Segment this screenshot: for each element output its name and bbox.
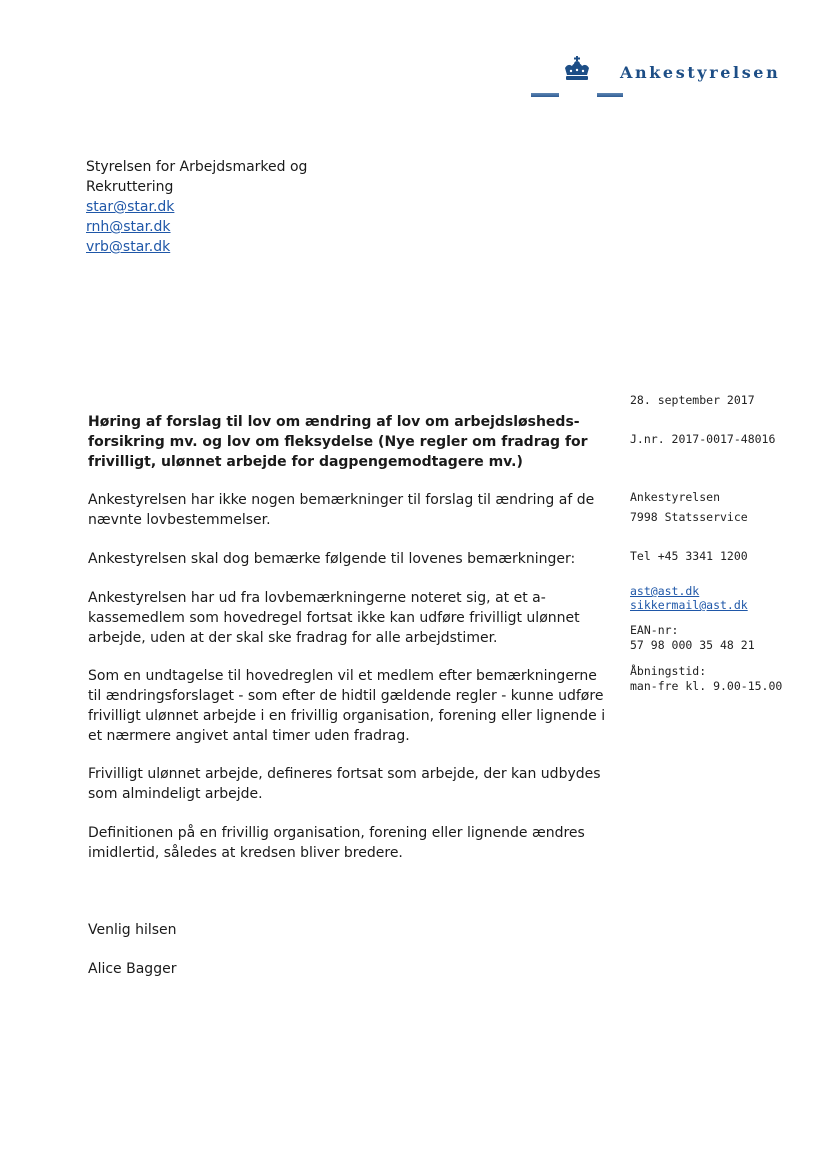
crown-icon bbox=[562, 56, 592, 82]
sender-email[interactable]: ast@ast.dk bbox=[630, 584, 700, 598]
paragraph-5: Frivilligt ulønnet arbejde, defineres fortsat som arbejde, der kan udbydes som almindeligt arbejde. bbox=[88, 766, 601, 802]
paragraph-1: Ankestyrelsen har ikke nogen bemærkninger til forslag til ændring af de nævnte lovbestemmelser. bbox=[88, 492, 595, 528]
opening-hours-label: Åbningstid: bbox=[630, 664, 707, 678]
paragraph-4: Som en undtagelse til hovedreglen vil et medlem efter bemærkningerne til ændringsforslaget - som efter de hidtil gældende regler - kunne udføre frivilligt ulønnet arbejde i en frivillig organisation, forening eller lignende i et nærmere angivet antal timer uden fradrag. bbox=[88, 668, 606, 744]
recipient-email-star[interactable]: star@star.dk bbox=[86, 199, 175, 215]
recipient-line-2: Rekruttering bbox=[86, 179, 174, 195]
ean-label: EAN-nr: bbox=[630, 623, 679, 637]
recipient-email-rnh[interactable]: rnh@star.dk bbox=[86, 219, 171, 235]
brand-bar-left bbox=[531, 93, 559, 97]
ean-value: 57 98 000 35 48 21 bbox=[630, 638, 755, 652]
sender-address: 7998 Statsservice bbox=[630, 510, 748, 524]
journal-number: J.nr. 2017-0017-48016 bbox=[630, 432, 776, 446]
recipient-email-vrb[interactable]: vrb@star.dk bbox=[86, 239, 171, 255]
opening-hours-value: man-fre kl. 9.00-15.00 bbox=[630, 679, 783, 693]
sender-phone: Tel +45 3341 1200 bbox=[630, 549, 748, 563]
recipient-block bbox=[86, 157, 346, 257]
sender-secure-email[interactable]: sikkermail@ast.dk bbox=[630, 598, 748, 612]
paragraph-3: Ankestyrelsen har ud fra lovbemærkningerne noteret sig, at et a-kassemedlem som hovedregel fortsat ikke kan udføre frivilligt ulønnet arbejde, uden at der skal ske fradrag for alle arbejdstimer. bbox=[88, 590, 580, 646]
paragraph-6: Definitionen på en frivillig organisation, forening eller lignende ændres imidlertid, således at kredsen bliver bredere. bbox=[88, 825, 585, 861]
paragraph-2: Ankestyrelsen skal dog bemærke følgende til lovenes bemærkninger: bbox=[88, 551, 576, 567]
sender-name: Ankestyrelsen bbox=[630, 490, 721, 504]
brand-bar-right bbox=[597, 93, 623, 97]
recipient-line-1: Styrelsen for Arbejdsmarked og bbox=[86, 159, 308, 175]
signature-name: Alice Bagger bbox=[88, 961, 177, 977]
letter-heading: Høring af forslag til lov om ændring af lov om arbejdsløsheds-forsikring mv. og lov om fleksydelse (Nye regler om fradrag for frivilligt, ulønnet arbejde for dagpengemodtagere mv.) bbox=[88, 414, 588, 470]
closing-greeting: Venlig hilsen bbox=[88, 922, 177, 938]
letter-date: 28. september 2017 bbox=[630, 393, 755, 407]
brand-name: Ankestyrelsen bbox=[620, 63, 781, 82]
